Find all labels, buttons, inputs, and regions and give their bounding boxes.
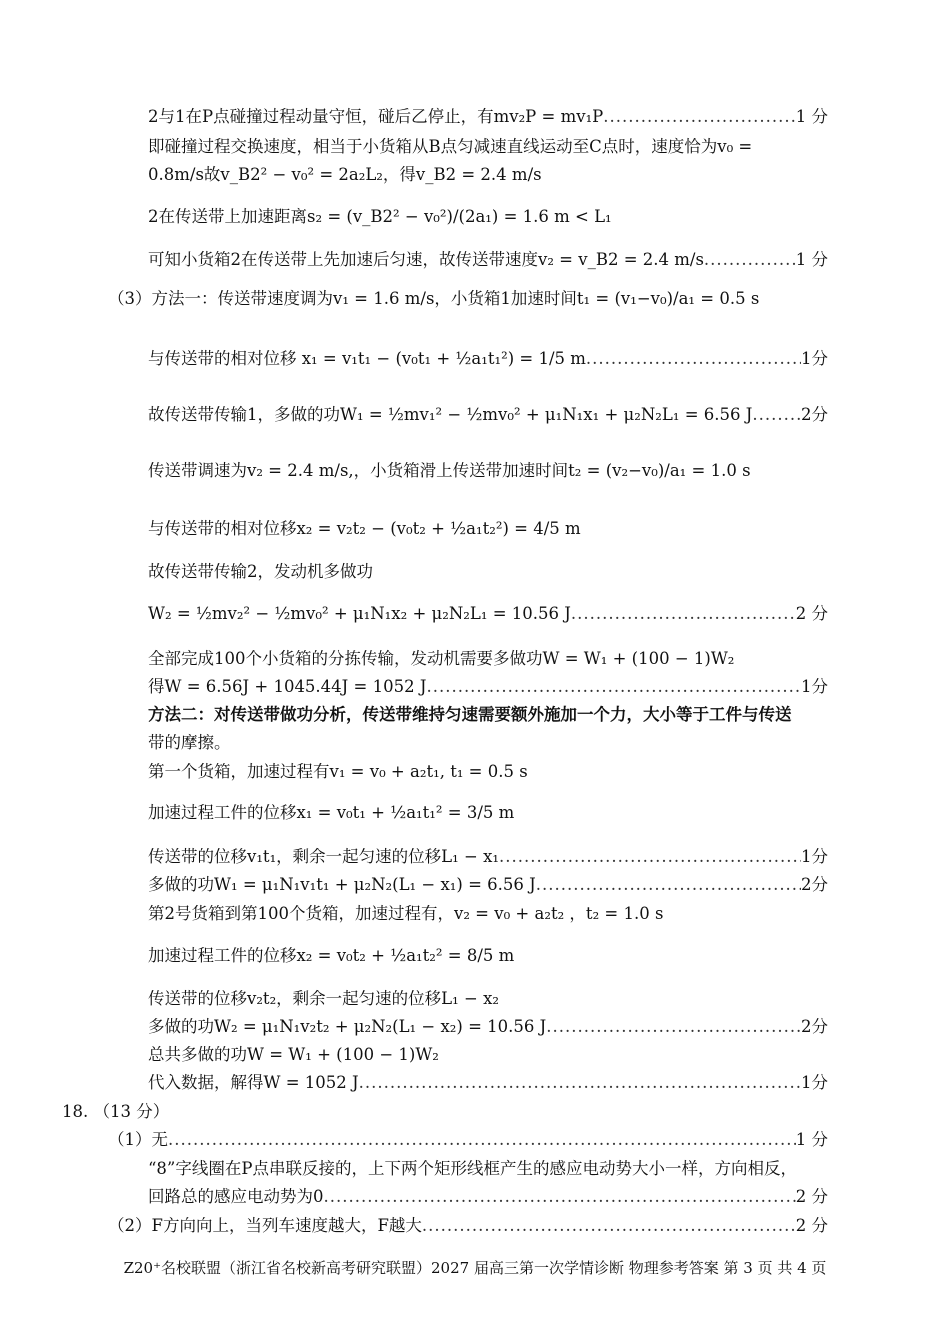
page-footer: Z20⁺名校联盟（浙江省名校新高考研究联盟）2027 届高三第一次学情诊断 物理参考答案 第 3 页 共 4 页 xyxy=(123,1259,827,1277)
answer-line-28: （1）无 ..... 1 分 xyxy=(108,1129,828,1151)
answer-line-30: 回路总的感应电动势为0 ..... 2 分 xyxy=(148,1186,828,1208)
answer-line-23: 传送带的位移v₂t₂，剩余一起匀速的位移L₁ − x₂ xyxy=(148,989,499,1008)
answer-line-26: 代入数据，解得W = 1052 J ..... 1分 xyxy=(148,1072,828,1094)
answer-line-2: 即碰撞过程交换速度，相当于小货箱从B点匀减速直线运动至C点时，速度恰为v₀ = xyxy=(148,137,753,156)
answer-line-13: 全部完成100个小货箱的分拣传输，发动机需要多做功W = W₁ + (100 − 1)W₂ xyxy=(148,649,735,668)
answer-line-29: “8”字线圈在P点串联反接的，上下两个矩形线框产生的感应电动势大小一样，方向相反， xyxy=(148,1159,797,1178)
answer-line-7: 与传送带的相对位移 x₁ = v₁t₁ − (v₀t₁ + ½a₁t₁²) = 1/5 m ..... 1分 xyxy=(148,348,828,370)
question-18-heading: 18. （13 分） xyxy=(62,1102,170,1121)
answer-line-22: 加速过程工件的位移x₂ = v₀t₂ + ½a₁t₂² = 8/5 m xyxy=(148,946,515,965)
answer-line-24: 多做的功W₂ = μ₁N₁v₂t₂ + μ₂N₂(L₁ − x₂) = 10.56 J ..... 2分 xyxy=(148,1016,828,1038)
answer-line-18: 加速过程工件的位移x₁ = v₀t₁ + ½a₁t₁² = 3/5 m xyxy=(148,803,515,822)
answer-line-17: 第一个货箱，加速过程有v₁ = v₀ + a₂t₁, t₁ = 0.5 s xyxy=(148,762,528,781)
answer-line-12: W₂ = ½mv₂² − ½mv₀² + μ₁N₁x₂ + μ₂N₂L₁ = 10.56 J ..... 2 分 xyxy=(148,603,828,625)
answer-line-1: 2与1在P点碰撞过程动量守恒，碰后乙停止，有mv₂P = mv₁P ..... 1 分 xyxy=(148,106,828,128)
answer-line-10: 与传送带的相对位移x₂ = v₂t₂ − (v₀t₂ + ½a₁t₂²) = 4/5 m xyxy=(148,519,581,538)
answer-line-19: 传送带的位移v₁t₁，剩余一起匀速的位移L₁ − x₁ ..... 1分 xyxy=(148,846,828,868)
answer-line-21: 第2号货箱到第100个货箱，加速过程有，v₂ = v₀ + a₂t₂ ，t₂ = 1.0 s xyxy=(148,904,664,923)
answer-line-3: 0.8m/s故v_B2² − v₀² = 2a₂L₂，得v_B2 = 2.4 m/s xyxy=(148,165,542,184)
answer-line-5: 可知小货箱2在传送带上先加速后匀速，故传送带速度v₂ = v_B2 = 2.4 m/s ..... 1 分 xyxy=(148,249,828,271)
answer-line-25: 总共多做的功W = W₁ + (100 − 1)W₂ xyxy=(148,1045,439,1064)
method-two-heading: 方法二：对传送带做功分析，传送带维持匀速需要额外施加一个力，大小等于工件与传送 xyxy=(148,705,792,724)
answer-line-16: 带的摩擦。 xyxy=(148,733,231,752)
answer-line-11: 故传送带传输2，发动机多做功 xyxy=(148,562,373,581)
answer-line-14: 得W = 6.56J + 1045.44J = 1052 J ..... 1分 xyxy=(148,676,828,698)
answer-line-20: 多做的功W₁ = μ₁N₁v₁t₁ + μ₂N₂(L₁ − x₁) = 6.56 J ..... 2分 xyxy=(148,874,828,896)
method-one-heading: （3）方法一：传送带速度调为v₁ = 1.6 m/s，小货箱1加速时间t₁ = (v₁−v₀)/a₁ = 0.5 s xyxy=(108,289,760,308)
answer-line-4: 2在传送带上加速距离s₂ = (v_B2² − v₀²)/(2a₁) = 1.6 m < L₁ xyxy=(148,207,612,226)
answer-line-8: 故传送带传输1，多做的功W₁ = ½mv₁² − ½mv₀² + μ₁N₁x₁ + μ₂N₂L₁ = 6.56 J ..... 2分 xyxy=(148,404,828,426)
answer-line-31: （2）F方向向上，当列车速度越大，F越大 ..... 2 分 xyxy=(108,1215,828,1237)
answer-line-9: 传送带调速为v₂ = 2.4 m/s,，小货箱滑上传送带加速时间t₂ = (v₂−v₀)/a₁ = 1.0 s xyxy=(148,461,751,480)
